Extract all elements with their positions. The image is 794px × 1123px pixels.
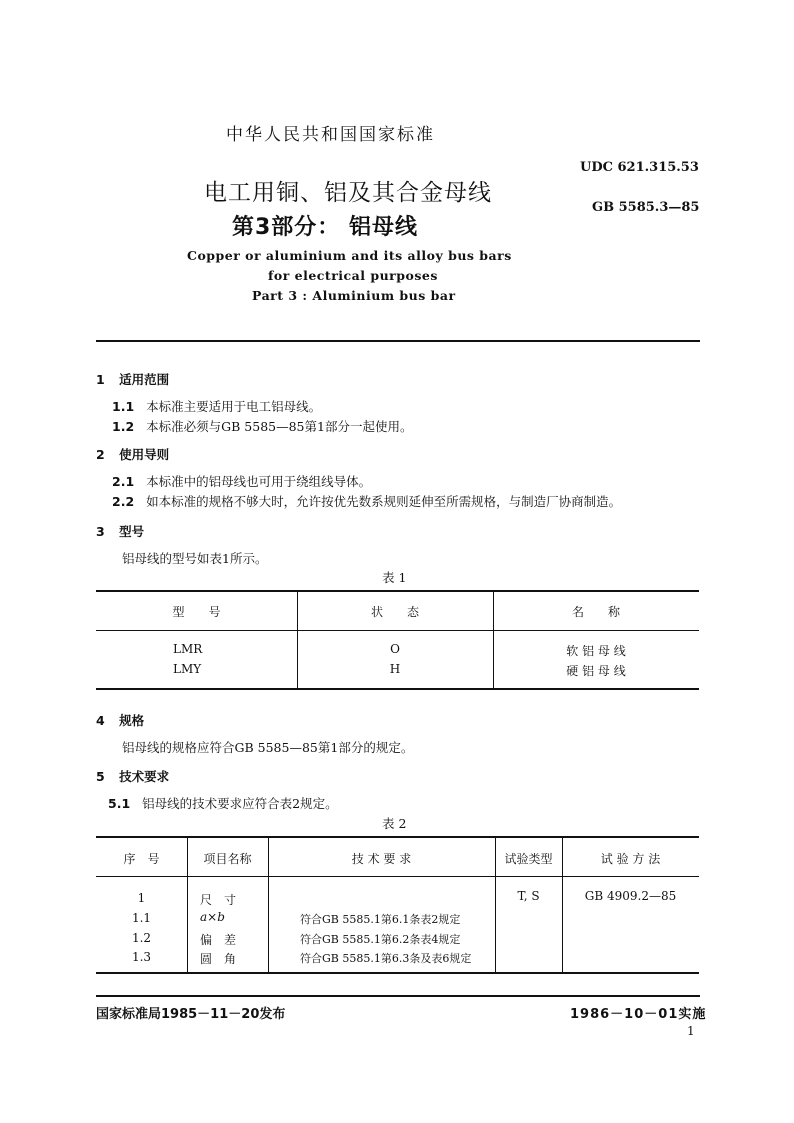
table-1-header-cell: 状 态 [370, 605, 419, 619]
table-2-cell: 1 [137, 891, 146, 905]
section-title: 规格 [119, 713, 145, 728]
table-2-cell: 1.3 [131, 950, 152, 964]
clause-2-2 [112, 492, 621, 510]
section-number: 1 [96, 372, 105, 387]
table-2-cell: 符合GB 5585.1第6.1条表2规定 [300, 913, 461, 926]
table-1-caption: 表 1 [382, 570, 407, 585]
table-1-cell: LMY [173, 662, 202, 676]
table-2-header-cell: 序 号 [123, 852, 160, 866]
clause-number: 5.1 [108, 796, 131, 811]
table-2-cell: 1.1 [131, 911, 152, 925]
clause-5-1 [108, 794, 338, 812]
section-number: 5 [96, 769, 105, 784]
effective-date: 1986－10－01实施 [570, 1007, 707, 1022]
section-2-heading [96, 445, 169, 463]
clause-text: 本标准主要适用于电工铝母线。 [146, 399, 322, 414]
section-title: 技术要求 [119, 769, 170, 784]
table-2-cell: T, S [517, 889, 540, 903]
table-1-top-rule [96, 590, 699, 592]
table-2-cell: 符合GB 5585.1第6.3条及表6规定 [300, 952, 472, 965]
section-number: 2 [96, 447, 105, 462]
gb-number: GB 5585.3—85 [592, 200, 700, 215]
table-1-cell: 硬 铝 母 线 [566, 664, 626, 678]
clause-number: 1.1 [112, 399, 135, 414]
section-title: 适用范围 [119, 372, 170, 387]
table-1-header-rule [96, 630, 699, 631]
section-number: 4 [96, 713, 105, 728]
clause-2-1 [112, 472, 371, 490]
table-1-cell: LMR [173, 642, 203, 656]
table-2-caption: 表 2 [382, 816, 407, 831]
table-1-cell: 软 铝 母 线 [566, 644, 626, 658]
clause-1-1 [112, 397, 321, 415]
section-title: 型号 [119, 524, 145, 539]
section-number: 3 [96, 524, 105, 539]
title-en-line1: Copper or aluminium and its alloy bus bars [187, 248, 512, 263]
header-divider [96, 340, 700, 342]
table-1-header-cell: 型 号 [172, 605, 221, 619]
table-2-header-cell: 试验类型 [504, 852, 553, 866]
footer-rule [96, 995, 700, 997]
title-en-line3: Part 3 : Aluminium bus bar [252, 288, 456, 303]
section-title: 使用导则 [119, 447, 170, 462]
section-3-heading [96, 522, 144, 540]
table-2-header-cell: 技 术 要 求 [351, 852, 412, 866]
title-cn-line2: 第3部分： 铝母线 [232, 215, 418, 240]
table-2-cell: 圆 角 [200, 952, 237, 966]
table-2-header-cell: 试 验 方 法 [600, 852, 661, 866]
clause-1-2 [112, 417, 412, 435]
table-2-cell: 1.2 [131, 931, 152, 945]
clause-number: 2.2 [112, 494, 135, 509]
table-1-bottom-rule [96, 688, 699, 690]
table-2-bottom-rule [96, 972, 699, 974]
table-1-cell: O [390, 642, 400, 656]
section-5-heading [96, 767, 169, 785]
table-2-cell: 偏 差 [200, 933, 237, 947]
clause-number: 1.2 [112, 419, 135, 434]
clause-text: 铝母线的技术要求应符合表2规定。 [142, 796, 338, 811]
table-1-header-cell: 名 称 [571, 605, 620, 619]
issued-date: 国家标准局1985－11－20发布 [96, 1007, 286, 1022]
table-2-cell: GB 4909.2—85 [584, 889, 677, 903]
issuing-org: 中华人民共和国国家标准 [226, 125, 435, 145]
clause-text: 本标准中的铝母线也可用于绕组线导体。 [146, 474, 372, 489]
table-1-cell: H [389, 662, 401, 676]
table-2-header-cell: 项目名称 [203, 852, 252, 866]
table-2-cell: 符合GB 5585.1第6.2条表4规定 [300, 933, 461, 946]
clause-number: 2.1 [112, 474, 135, 489]
table-2-cell: 尺 寸 [200, 893, 237, 907]
page-number: 1 [687, 1024, 695, 1038]
title-cn-line1: 电工用铜、铝及其合金母线 [204, 180, 492, 206]
clause-text: 如本标准的规格不够大时，允许按优先数系规则延伸至所需规格，与制造厂协商制造。 [146, 494, 622, 509]
clause-text: 本标准必须与GB 5585—85第1部分一起使用。 [146, 419, 413, 434]
udc-code: UDC 621.315.53 [580, 160, 699, 175]
section-4-text: 铝母线的规格应符合GB 5585—85第1部分的规定。 [122, 740, 414, 755]
table-2-cell: a×b [200, 910, 225, 924]
section-3-text: 铝母线的型号如表1所示。 [122, 551, 268, 566]
title-en-line2: for electrical purposes [268, 268, 438, 283]
section-4-heading [96, 711, 144, 729]
section-1-heading [96, 370, 169, 388]
